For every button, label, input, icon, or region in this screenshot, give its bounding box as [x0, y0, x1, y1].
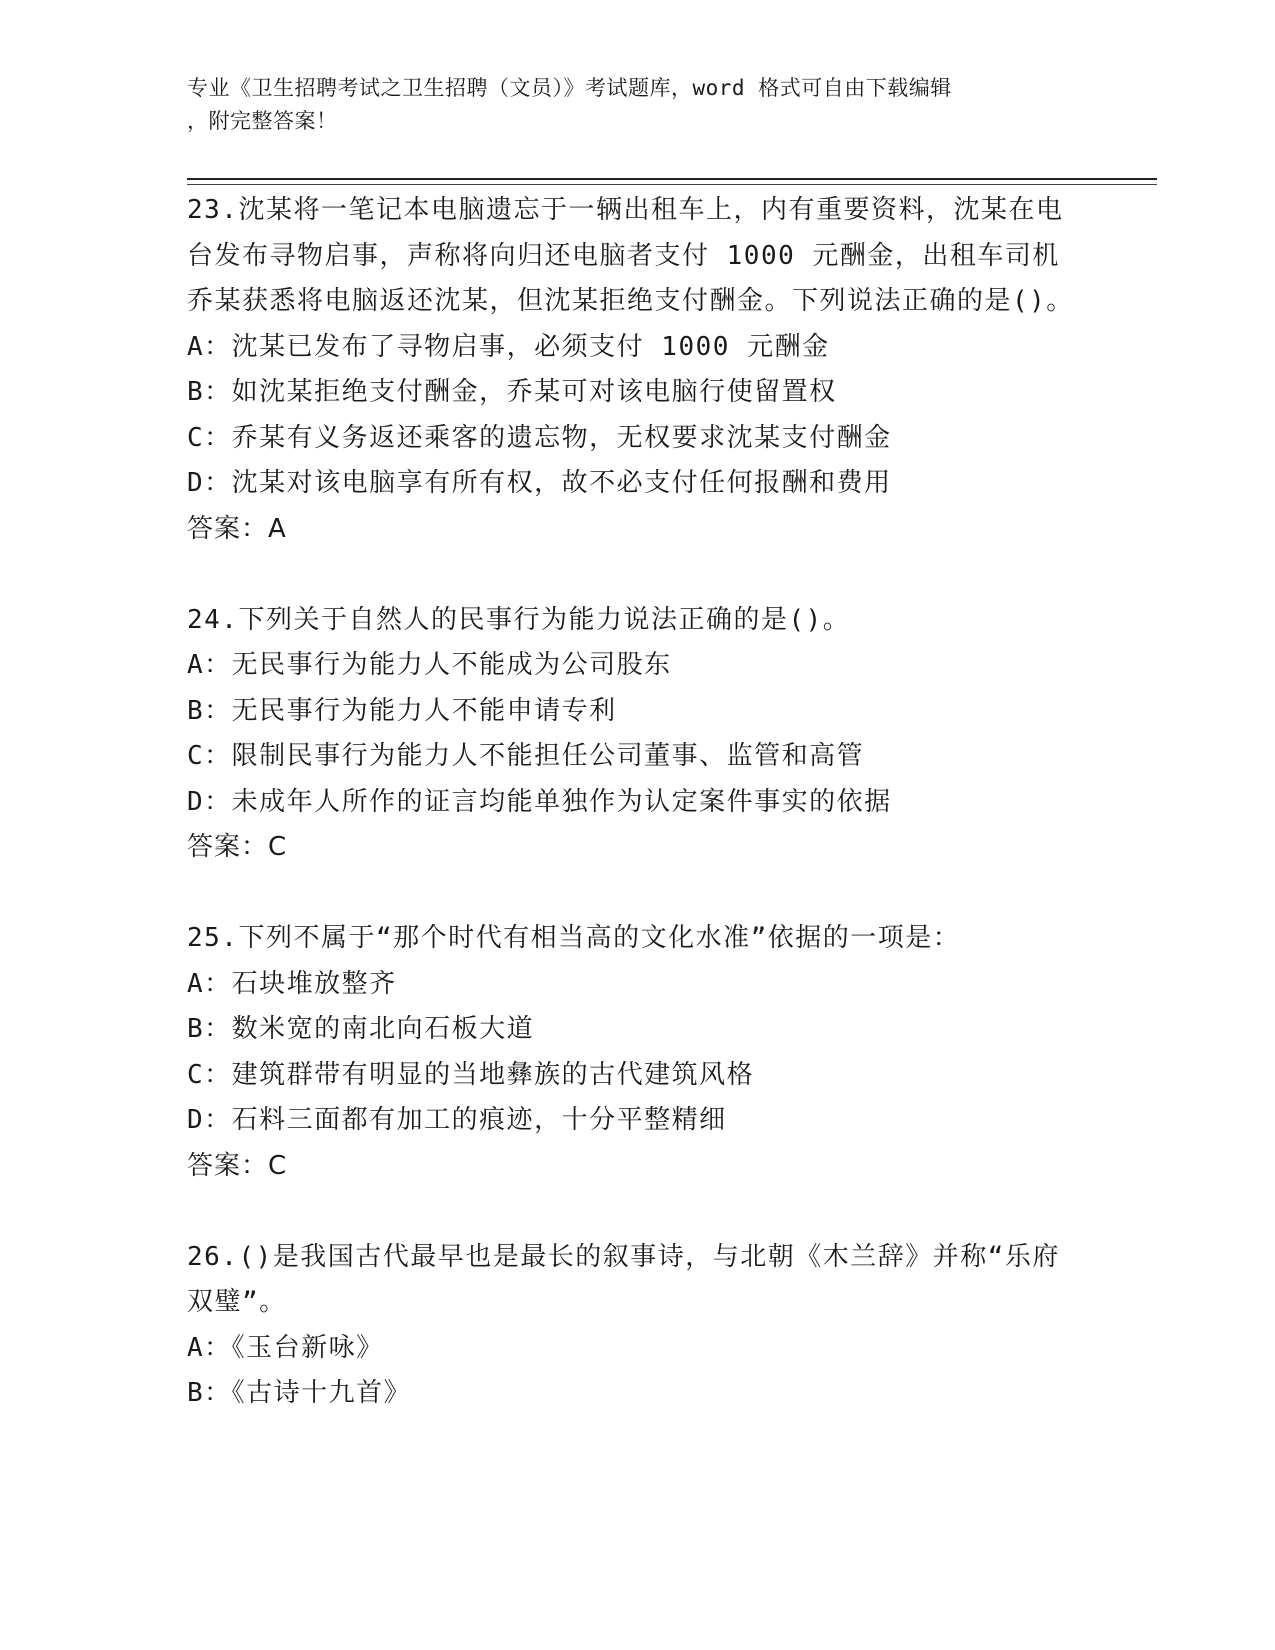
option-c: C：建筑群带有明显的当地彝族的古代建筑风格 [187, 1059, 755, 1090]
answer-label: 答案：C [187, 1150, 288, 1181]
option-d: D：未成年人所作的证言均能单独作为认定案件事实的依据 [187, 786, 892, 817]
header-rule-thick [187, 178, 1157, 180]
answer-label: 答案：A [187, 513, 287, 544]
question-stem: 24.下列关于自然人的民事行为能力说法正确的是()。 [187, 604, 851, 635]
spacer [187, 552, 1087, 598]
option-a: A：沈某已发布了寻物启事，必须支付 1000 元酬金 [187, 331, 830, 362]
option-b: B：《古诗十九首》 [187, 1378, 412, 1408]
header-rule-thin [187, 184, 1157, 185]
option-a: A：《玉台新咏》 [187, 1332, 384, 1363]
question-list [187, 188, 1087, 1417]
option-a: A：无民事行为能力人不能成为公司股东 [187, 650, 672, 680]
option-d: D：沈某对该电脑享有所有权，故不必支付任何报酬和费用 [187, 468, 892, 498]
header-line-1: 专业《卫生招聘考试之卫生招聘（文员）》考试题库，word 格式可自由下载编辑 [187, 76, 952, 100]
question-stem: 23.沈某将一笔记本电脑遗忘于一辆出租车上，内有重要资料，沈某在电台发布寻物启事，声称将向归还电脑者支付 1000 元酬金，出租车司机乔某获悉将电脑返还沈某，但沈某拒绝支付酬金。下列说法正确的是()。 [187, 195, 1074, 316]
question-stem: 25.下列不属于“那个时代有相当高的文化水准”依据的一项是： [187, 923, 961, 953]
option-b: B：如沈某拒绝支付酬金，乔某可对该电脑行使留置权 [187, 377, 837, 407]
question-24 [187, 598, 1087, 871]
option-a: A：石块堆放整齐 [187, 968, 397, 999]
option-c: C：乔某有义务返还乘客的遗忘物，无权要求沈某支付酬金 [187, 422, 892, 453]
page-header [187, 72, 1087, 138]
question-stem: 26.()是我国古代最早也是最长的叙事诗，与北朝《木兰辞》并称“乐府双璧”。 [187, 1241, 1060, 1317]
spacer [187, 1189, 1087, 1235]
question-26 [187, 1235, 1087, 1417]
option-d: D：石料三面都有加工的痕迹，十分平整精细 [187, 1105, 727, 1135]
option-b: B：数米宽的南北向石板大道 [187, 1014, 535, 1044]
question-25 [187, 916, 1087, 1189]
option-c: C：限制民事行为能力人不能担任公司董事、监管和高管 [187, 741, 865, 771]
question-23 [187, 188, 1087, 552]
header-line-2: ，附完整答案！ [187, 109, 338, 133]
option-b: B：无民事行为能力人不能申请专利 [187, 695, 617, 726]
spacer [187, 871, 1087, 917]
answer-label: 答案：C [187, 832, 288, 862]
